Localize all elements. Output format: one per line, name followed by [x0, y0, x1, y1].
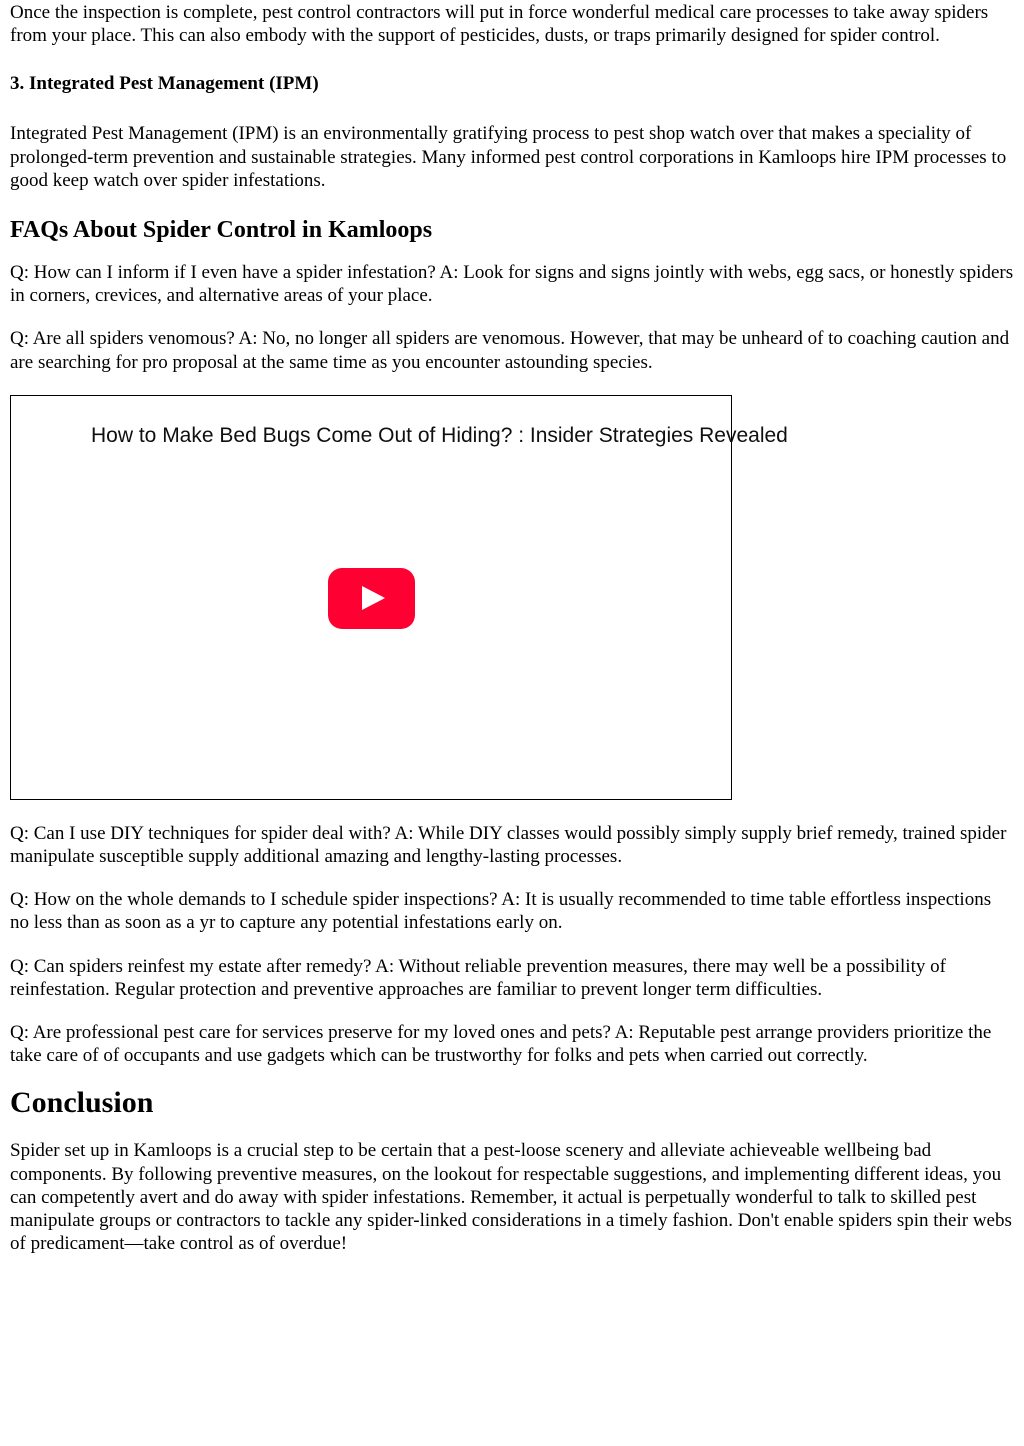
article-content [10, 0, 1014, 1255]
ipm-heading: 3. Integrated Pest Management (IPM) [10, 73, 319, 95]
play-icon [362, 586, 385, 610]
embedded-video-player[interactable] [10, 395, 788, 800]
faq-item: Q: Are all spiders venomous? A: No, no longer all spiders are venomous. However, that may be unheard of to coaching caution and are searching for pro proposal at the same time as you encounter astounding species. [10, 328, 1010, 373]
faq-item: Q: Are professional pest care for services preserve for my loved ones and pets? A: Reputable pest arrange providers prioritize the take care of of occupants and use gadgets which can be trustworthy for folks and pets when carried out correctly. [10, 1022, 992, 1067]
youtube-play-button[interactable] [328, 568, 415, 629]
conclusion-paragraph: Spider set up in Kamloops is a crucial step to be certain that a pest-loose scenery and alleviate achieveable wellbeing bad components. By following preventive measures, on the lookout for respectable suggestions, and implementing different ideas, you can competently avert and do away with spider infestations. Remember, it actual is perpetually wonderful to talk to skilled pest manipulate groups or contractors to tackle any spider-linked considerations in a timely fashion. Don't enable spiders spin their webs of predicament—take control as of overdue! [10, 1140, 1012, 1255]
intro-paragraph: Once the inspection is complete, pest control contractors will put in force wonderful medical care processes to take away spiders from your place. This can also embody with the support of pesticides, dusts, or traps primarily designed for spider control. [10, 2, 989, 47]
conclusion-heading: Conclusion [10, 1086, 154, 1120]
faq-item: Q: Can spiders reinfest my estate after remedy? A: Without reliable prevention measures, there may well be a possibility of reinfestation. Regular protection and preventive approaches are familiar to prevent longer term difficulties. [10, 955, 946, 1000]
video-title[interactable]: How to Make Bed Bugs Come Out of Hiding? : Insider Strategies Revealed [91, 423, 788, 447]
faq-item: Q: How on the whole demands to I schedule spider inspections? A: It is usually recommended to time table effortless inspections no less than as soon as a yr to capture any potential infestations early on. [10, 889, 992, 934]
ipm-paragraph: Integrated Pest Management (IPM) is an environmentally gratifying process to pest shop watch over that makes a speciality of prolonged-term prevention and sustainable strategies. Many informed pest control corporations in Kamloops hire IPM processes to good keep watch over spider infestations. [10, 123, 1007, 191]
faq-item: Q: How can I inform if I even have a spider infestation? A: Look for signs and signs jointly with webs, egg sacs, or honestly spiders in corners, crevices, and alternative areas of your place. [10, 262, 1014, 307]
faq-item: Q: Can I use DIY techniques for spider deal with? A: While DIY classes would possibly simply supply brief remedy, trained spider manipulate susceptible supply additional amazing and lengthy-lasting processes. [10, 822, 1007, 868]
faqs-heading: FAQs About Spider Control in Kamloops [10, 217, 433, 244]
